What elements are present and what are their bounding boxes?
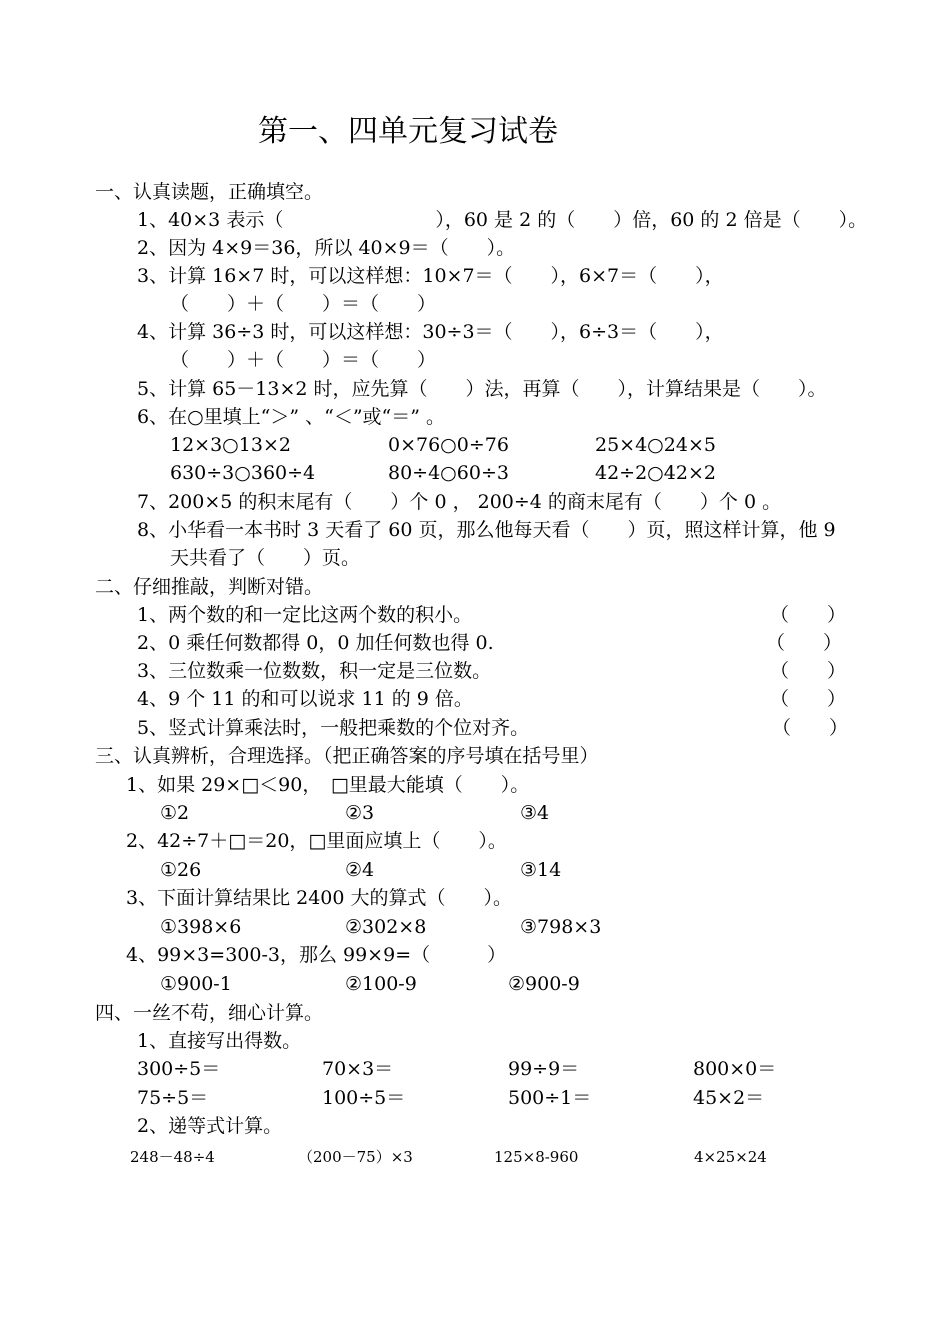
question-1-1: 1、40×3 表示（ ），60 是 2 的（ ）倍，60 的 2 倍是（ ）。 [137, 209, 868, 231]
section-2-heading: 二、仔细推敲，判断对错。 [95, 576, 324, 598]
choice-question: 2、42÷7＋□＝20，□里面应填上（ ）。 [126, 830, 507, 852]
calc-item: 99÷9＝ [508, 1058, 580, 1080]
compare-item: 25×4○24×5 [595, 434, 716, 456]
judge-item: 5、竖式计算乘法时，一般把乘数的个位对齐。 [137, 717, 530, 739]
question-1-4: 4、计算 36÷3 时，可以这样想：30÷3＝（ ），6÷3＝（ ）， [137, 321, 724, 343]
choice-option: ①900-1 [160, 973, 232, 995]
choice-option: ②302×8 [345, 916, 427, 938]
choice-option: ①2 [160, 802, 190, 824]
judge-answer-paren: （ ） [770, 604, 847, 626]
choice-option: ①398×6 [160, 916, 242, 938]
choice-question: 1、如果 29×□＜90， □里最大能填（ ）。 [126, 774, 530, 796]
choice-option: ②900-9 [508, 973, 580, 995]
section-1-heading: 一、认真读题，正确填空。 [95, 181, 324, 203]
stepwise-item: 4×25×24 [694, 1148, 767, 1166]
judge-answer-paren: （ ） [766, 632, 843, 654]
compare-item: 42÷2○42×2 [595, 462, 716, 484]
stepwise-item: 248－48÷4 [130, 1148, 215, 1166]
judge-answer-paren: （ ） [772, 717, 849, 739]
question-1-3-cont: （ ）＋（ ）＝（ ） [170, 293, 437, 315]
question-1-3: 3、计算 16×7 时，可以这样想：10×7＝（ ），6×7＝（ ）， [137, 265, 724, 287]
calc-item: 70×3＝ [322, 1058, 394, 1080]
choice-option: ②4 [345, 859, 375, 881]
stepwise-item: （200－75）×3 [298, 1148, 413, 1166]
stepwise-item: 125×8-960 [494, 1148, 579, 1166]
question-1-4-cont: （ ）＋（ ）＝（ ） [170, 349, 437, 371]
question-1-7: 7、200×5 的积末尾有（ ）个 0 ， 200÷4 的商末尾有（ ）个 0 。 [137, 491, 782, 513]
choice-question: 3、下面计算结果比 2400 大的算式（ ）。 [126, 887, 513, 909]
section-4-heading: 四、一丝不苟，细心计算。 [95, 1002, 324, 1024]
judge-answer-paren: （ ） [770, 660, 847, 682]
calc-item: 800×0＝ [693, 1058, 777, 1080]
question-1-8: 8、小华看一本书时 3 天看了 60 页，那么他每天看（ ）页，照这样计算，他 9 [137, 519, 836, 541]
judge-item: 3、三位数乘一位数数，积一定是三位数。 [137, 660, 492, 682]
calc-item: 45×2＝ [693, 1087, 765, 1109]
question-1-8-cont: 天共看了（ ）页。 [170, 547, 361, 569]
question-1-2: 2、因为 4×9＝36，所以 40×9＝（ ）。 [137, 237, 516, 259]
compare-item: 630÷3○360÷4 [170, 462, 316, 484]
question-1-5: 5、计算 65－13×2 时，应先算（ ）法，再算（ ），计算结果是（ ）。 [137, 378, 827, 400]
choice-question: 4、99×3=300-3，那么 99×9=（ ） [126, 944, 507, 966]
calc-item: 75÷5＝ [137, 1087, 209, 1109]
choice-option: ③14 [520, 859, 562, 881]
compare-item: 12×3○13×2 [170, 434, 291, 456]
page-title: 第一、四单元复习试卷 [258, 114, 558, 149]
judge-item: 1、两个数的和一定比这两个数的积小。 [137, 604, 473, 626]
question-1-6: 6、在○里填上“＞” 、“＜”或“＝” 。 [137, 406, 446, 428]
choice-option: ③798×3 [520, 916, 602, 938]
judge-answer-paren: （ ） [770, 688, 847, 710]
section-3-heading: 三、认真辨析，合理选择。（把正确答案的序号填在括号里） [95, 745, 599, 767]
choice-option: ③4 [520, 802, 550, 824]
judge-item: 4、9 个 11 的和可以说求 11 的 9 倍。 [137, 688, 473, 710]
calc-item: 300÷5＝ [137, 1058, 221, 1080]
choice-option: ②3 [345, 802, 375, 824]
choice-option: ②100-9 [345, 973, 417, 995]
choice-option: ①26 [160, 859, 202, 881]
compare-item: 80÷4○60÷3 [388, 462, 509, 484]
sub-heading-direct: 1、直接写出得数。 [137, 1030, 302, 1052]
sub-heading-stepwise: 2、递等式计算。 [137, 1115, 283, 1137]
compare-item: 0×76○0÷76 [388, 434, 509, 456]
calc-item: 100÷5＝ [322, 1087, 406, 1109]
calc-item: 500÷1＝ [508, 1087, 592, 1109]
judge-item: 2、0 乘任何数都得 0，0 加任何数也得 0. [137, 632, 494, 654]
